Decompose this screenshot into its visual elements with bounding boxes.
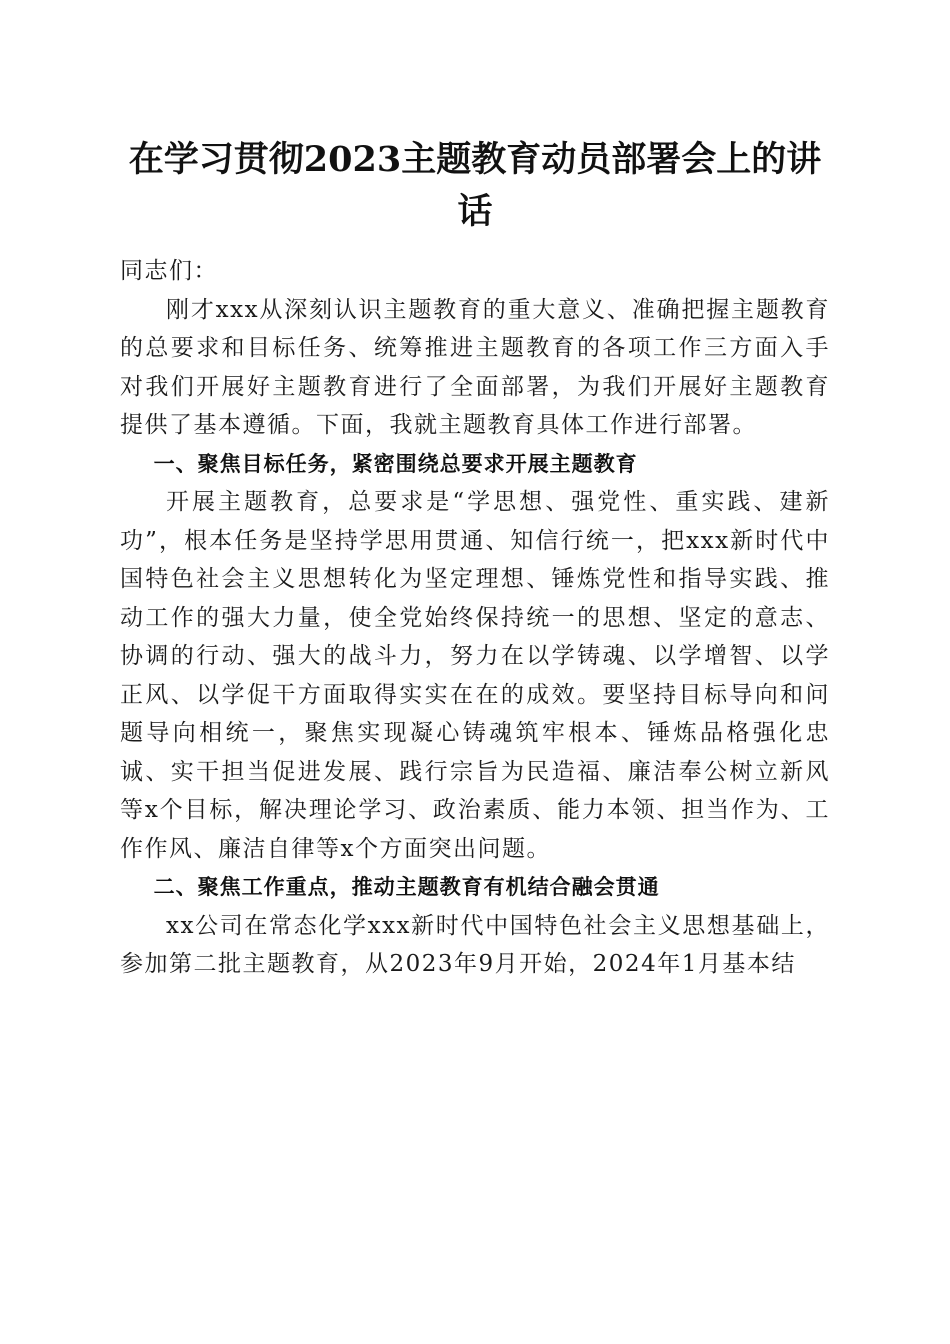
document-body [120,252,830,984]
page-title: 在学习贯彻2023主题教育动员部署会上的讲话 [128,139,822,232]
intro-paragraph: 刚才xxx从深刻认识主题教育的重大意义、准确把握主题教育的总要求和目标任务、统筹推进主题教育的各项工作三方面入手对我们开展好主题教育进行了全面部署，为我们开展好主题教育提供了基本遵循。下面，我就主题教育具体工作进行部署。 [120,296,830,438]
section2-paragraph: xx公司在常态化学xxx新时代中国特色社会主义思想基础上，参加第二批主题教育，从2023年9月开始，2024年1月基本结 [120,912,830,977]
section-heading-1: 一、聚焦目标任务，紧密围绕总要求开展主题教育 [153,451,638,476]
section1-paragraph: 开展主题教育，总要求是“学思想、强党性、重实践、建新功”，根本任务是坚持学思用贯通、知信行统一，把xxx新时代中国特色社会主义思想转化为坚定理想、锤炼党性和指导实践、推动工作的强大力量，使全党始终保持统一的思想、坚定的意志、协调的行动、强大的战斗力，努力在以学铸魂、以学增智、以学正风、以学促干方面取得实实在在的成效。要坚持目标导向和问题导向相统一，聚焦实现凝心铸魂筑牢根本、锤炼品格强化忠诚、实干担当促进发展、践行宗旨为民造福、廉洁奉公树立新风等x个目标，解决理论学习、政治素质、能力本领、担当作为、工作作风、廉洁自律等x个方面突出问题。 [120,489,830,862]
salutation: 同志们： [120,258,218,284]
section-heading-2: 二、聚焦工作重点，推动主题教育有机结合融会贯通 [153,875,660,899]
